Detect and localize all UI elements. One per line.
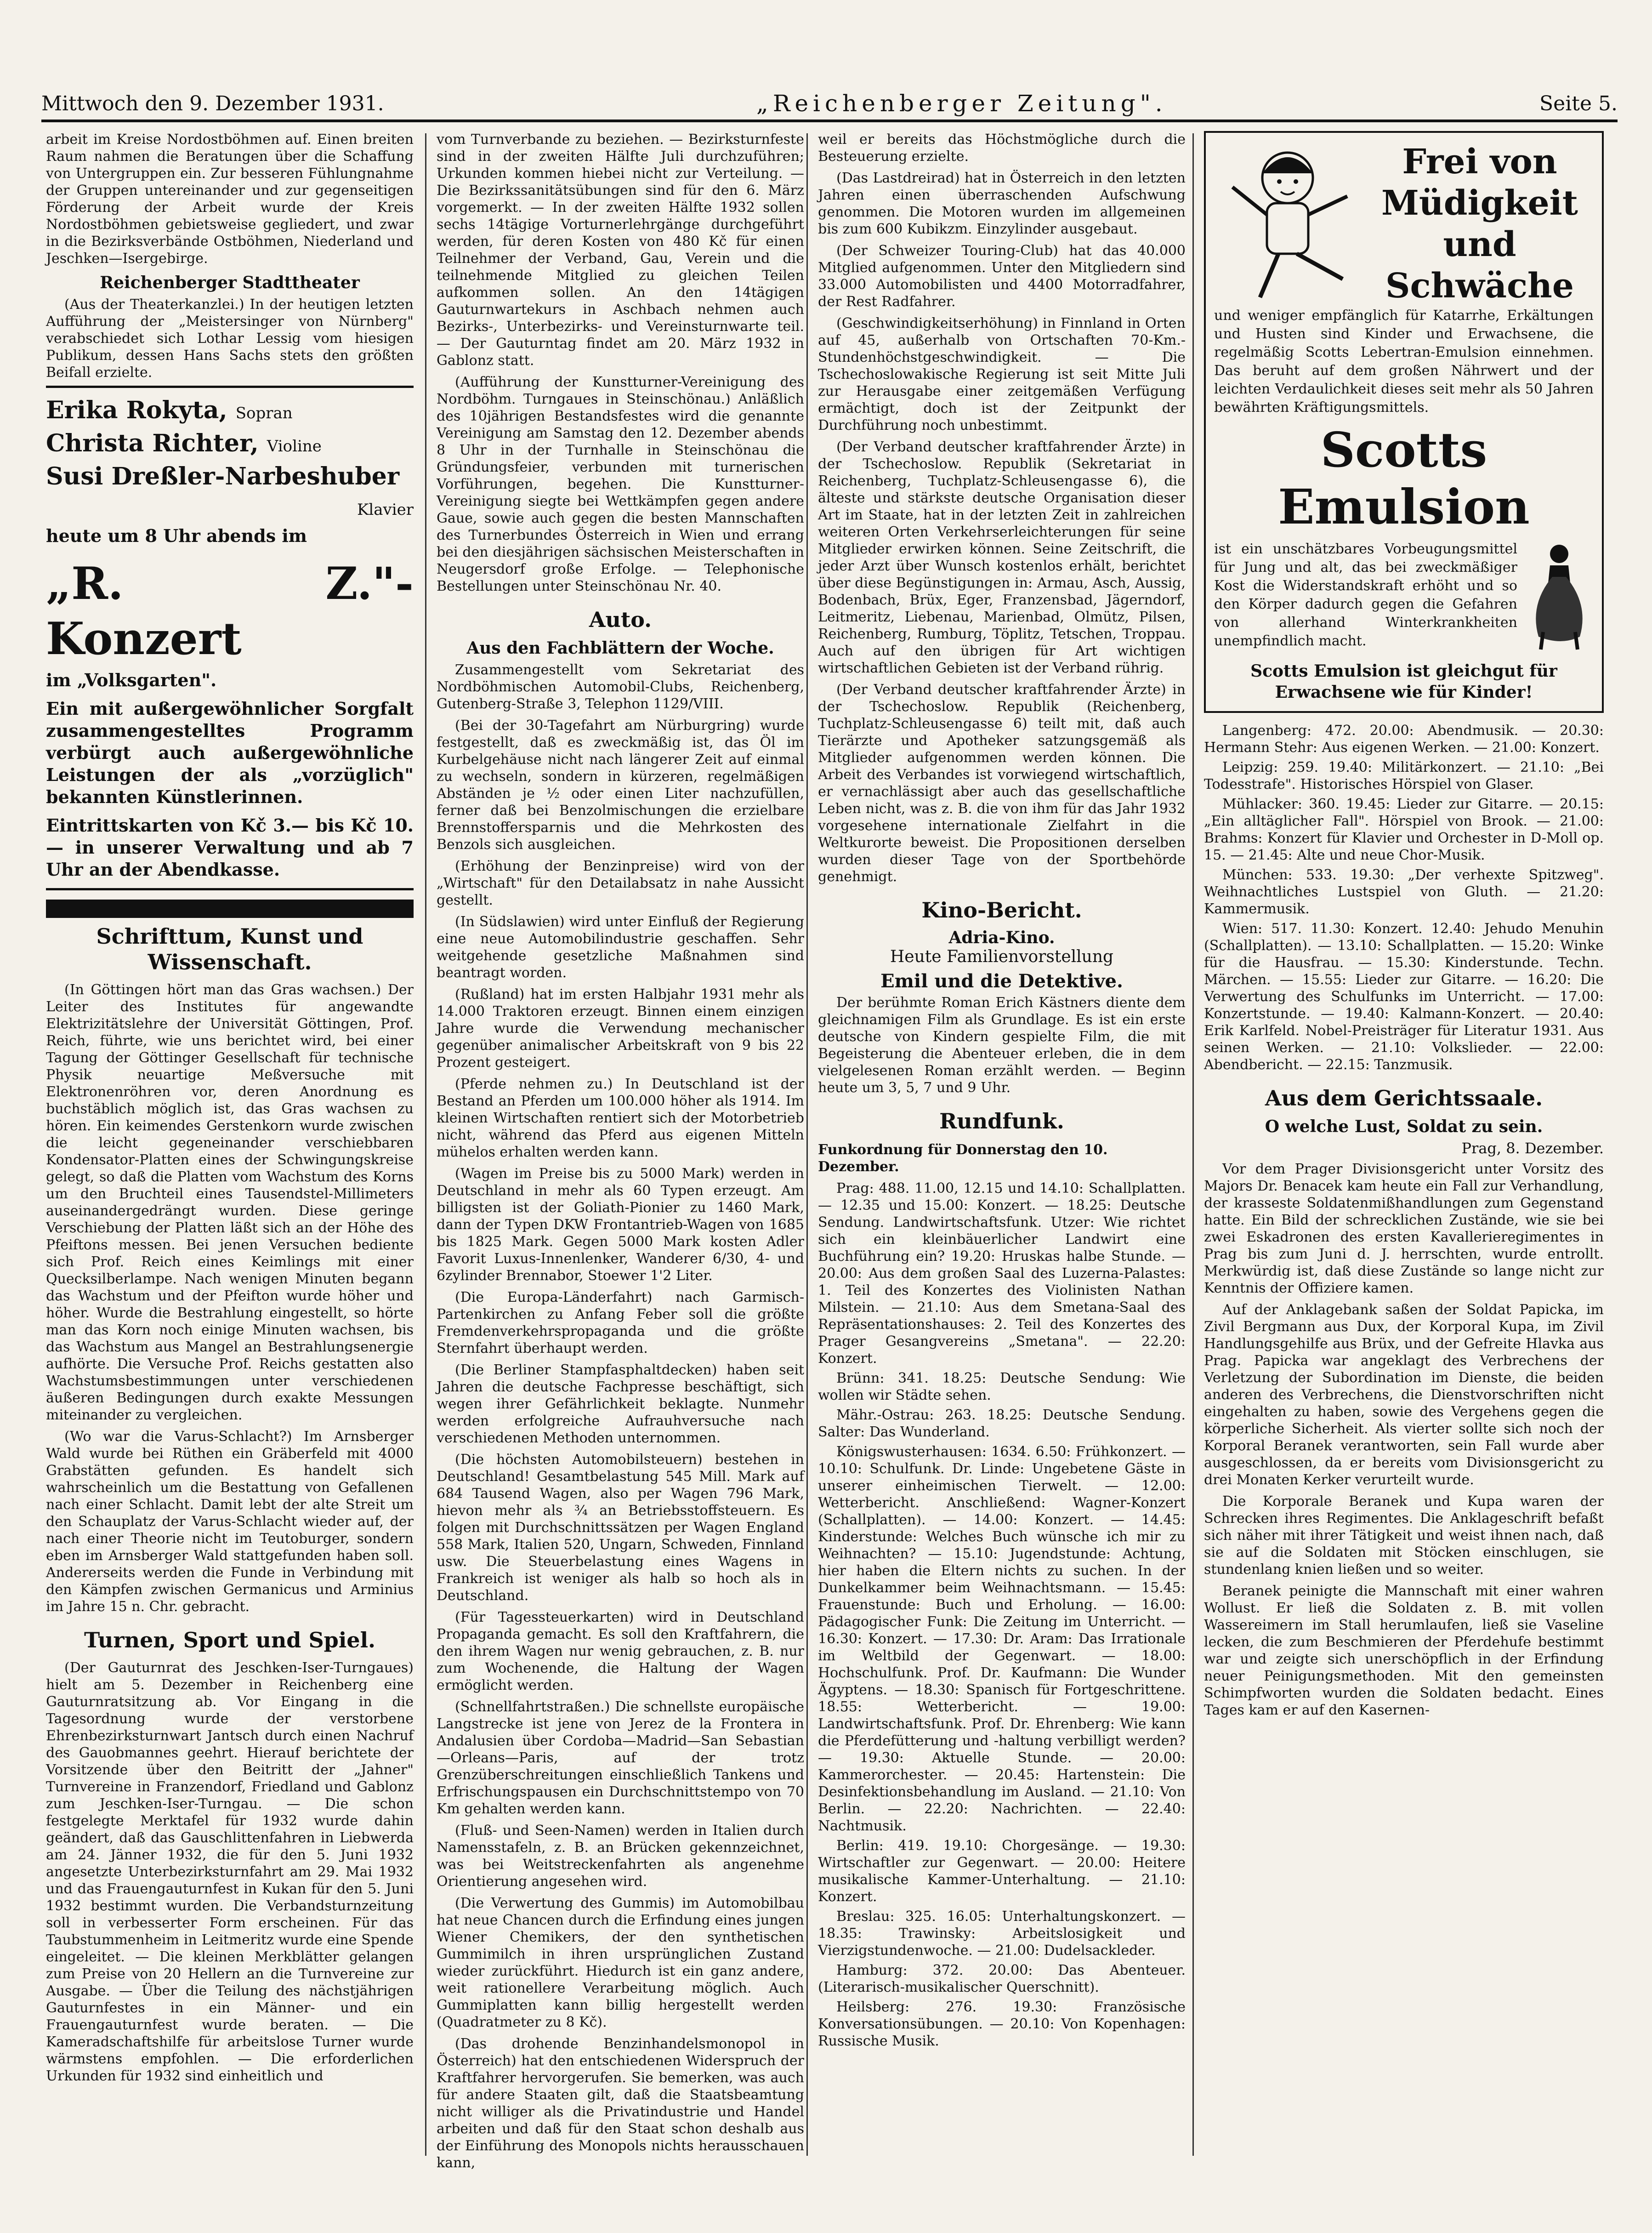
- column-4: [1204, 131, 1604, 2163]
- article-text: (Wagen im Preise bis zu 5000 Mark) werden in Deutschland in mehr als 60 Typen erzeugt. Am billigsten ist der Goliath-Pionier zu 1460 Mark, dann der Typen DKW Frontantrieb-Wagen von 1685 bis 1825 Mark. Gegen 5000 Mark kosten Adler Favorit Luxus-Innenlenker, Wanderer 6/30, 4- und 6zylinder Brennabor, Stoewer 1'2 Liter.: [437, 1166, 804, 1284]
- article-text: (Die Berliner Stampfasphaltdecken) haben seit Jahren die deutsche Fachpresse beschäftigt, sich wegen ihrer Gefährlichkeit beklagte. Nunmehr werden erfolgreiche Aufrauhversuche nach verschiedenen Methoden unternommen.: [437, 1362, 804, 1446]
- child-illustration: [1214, 141, 1366, 307]
- article-text: (Für Tagessteuerkarten) wird in Deutschland Propaganda gemacht. Es soll den Kraftfahrern, die den ihrem Wagen nur wenig gebrauchen, z. B. nur zum Wochenende, die Haltung der Wagen ermöglicht werden.: [437, 1609, 804, 1693]
- artist-name: Susi Dreßler-Narbeshuber: [46, 462, 400, 490]
- article-text: Der berühmte Roman Erich Kästners diente dem gleichnamigen Film als Grundlage. Es ist ein erste deutsche von Kindern gespielte Film, die mit Begeisterung die Abenteuer erleben, die in dem vielgelesenen Roman erzählt werden. — Beginn heute um 3, 5, 7 und 9 Uhr.: [818, 995, 1186, 1096]
- concert-tickets: Eintrittskarten von Kč 3.— bis Kč 10.— in unserer Verwaltung und ab 7 Uhr an der Abendkasse.: [46, 815, 414, 880]
- concert-time: heute um 8 Uhr abends im: [46, 525, 307, 546]
- article-text: arbeit im Kreise Nordostböhmen auf. Einen breiten Raum nahmen die Beratungen über die Schaffung von Untergruppen ein. Zur besseren Fühlungnahme der Gruppen untereinander und zur gegenseitigen Förderung der Arbeit wurde der Kreis Nordostböhmen gebietsweise gegliedert, und zwar in die Bezirksverbände Ostböhmen, Niederland und Jeschken—Isergebirge.: [46, 131, 414, 267]
- concert-advertisement: [46, 386, 414, 890]
- article-text: (Die höchsten Automobilsteuern) bestehen in Deutschland! Gesamtbelastung 545 Mill. Mark auf 684 Tausend Wagen, also per Wagen 796 Mark, hievon mehr als ¾ an Betriebsstoffsteuern. Es folgen mit Durchschnittssätzen per Wagen England 558 Mark, Italien 520, Ungarn, Schweden, Finnland usw. Die Steuerbelastung eines Wagens in Frankreich ist weniger als halb so hoch als in Deutschland.: [437, 1452, 804, 1604]
- section-heading-kino: Kino-Bericht.: [921, 898, 1082, 923]
- article-text: (Die Europa-Länderfahrt) nach Garmisch-Partenkirchen zu Anfang Feber soll die größte Fremdenverkehrspropaganda und die größte Sternfahrt überhaupt werden.: [437, 1289, 804, 1356]
- article-text: (Schnellfahrtstraßen.) Die schnellste europäische Langstrecke ist jene von Jerez de la Frontera in Andalusien über Cordoba—Madrid—San Sebastian—Orleans—Paris, auf der trotz Grenzüberschreitungen einschließlich Tankens und Erfrischungspausen ein Durchschnittstempo von 70 Km gehalten werden kann.: [437, 1699, 804, 1817]
- article-text: Zusammengestellt vom Sekretariat des Nordböhmischen Automobil-Clubs, Reichenberg, Gutenberg-Straße 3, Telephon 1129/VIII.: [437, 662, 804, 712]
- radio-listing: Hamburg: 372. 20.00: Das Abenteuer. (Literarisch-musikalischer Querschnitt).: [818, 1962, 1186, 1995]
- article-text: (Die Verwertung des Gummis) im Automobilbau hat neue Chancen durch die Erfindung eines jungen Wiener Chemikers, der den synthetischen Gummimilch in ihren ursprünglichen Zustand wieder zurückführt. Hiedurch ist ein ganz andere, weit rationellere Verarbeitung möglich. Auch Gummiplatten kann billig hergestellt werden (Quadratmeter zu 8 Kč).: [437, 1895, 804, 2030]
- scotts-emulsion-advertisement: [1204, 131, 1604, 713]
- radio-listing: Langenberg: 472. 20.00: Abendmusik. — 20.30: Hermann Stehr: Aus eigenen Werken. — 21.00: Konzert.: [1204, 723, 1604, 756]
- page-header: [41, 87, 1618, 122]
- article-text: (Geschwindigkeitserhöhung) in Finnland in Orten auf 45, außerhalb von Ortschaften 70-Km.-Stundenhöchstgeschwindigkeit. — Die Tschechoslowakische Regierung ist seit Mitte Juli zur Herausgabe einer zeitgemäßen Verfügung ermächtigt, doch ist der Zeitpunkt der Durchführung noch unbestimmt.: [818, 315, 1186, 433]
- ad-brand-name: Scotts Emulsion: [1278, 422, 1530, 535]
- section-heading-court: Aus dem Gerichtssaale.: [1265, 1086, 1543, 1111]
- section-divider-bar: [46, 900, 414, 918]
- article-text: vom Turnverbande zu beziehen. — Bezirksturnfeste sind in der zweiten Hälfte Juli durchzuführen; Urkunden kommen hiebei nicht zur Verteilung. — Die Bezirkssanitätsübungen sind für den 6. März vorgemerkt. — In der zweiten Hälfte 1932 sollen sechs 14tägige Vorturnerlehrgänge durchgeführt werden, für deren Kosten von 480 Kč für einen Teilnehmer der Verband, Gau, Verein und die teilnehmende Mitglied zu gleichen Teilen aufkommen sollen. An den 14tägigen Gauturnwartekurs in Aschbach nehmen auch Bezirks-, Unterbezirks- und Vereinsturnwarte teil. — Der Gauturntag findet am 20. März 1932 in Gablonz statt.: [437, 131, 804, 369]
- column-3: [818, 131, 1186, 2163]
- subheading-auto: Aus den Fachblättern der Woche.: [466, 638, 774, 658]
- radio-listing: Wien: 517. 11.30: Konzert. 12.40: Jehudo Menuhin (Schallplatten). — 13.10: Schallplatten. — 15.20: Winke für die Hausfrau. — 15.30: Kinderstunde. Techn. Märchen. — 15.55: Lieder zur Gitarre. — 16.20: Die Verwertung des Schulfunks im Unterricht. — 17.00: Konzertstunde. — 19.40: Kalmann-Konzert. — 20.40: Erik Karlfeld. Nobel-Preisträger für Literatur 1931. Aus seinen Werken. — 21.10: Volkslieder. — 22.00: Abendbericht. — 22.15: Tanzmusik.: [1204, 921, 1604, 1073]
- radio-listing: Breslau: 325. 16.05: Unterhaltungskonzert. — 18.35: Trawinsky: Arbeitslosigkeit und Vierzigstundenwoche. — 21.00: Dudelsackleder.: [818, 1908, 1186, 1959]
- article-text: (Fluß- und Seen-Namen) werden in Italien durch Namensstafeln, z. B. an Brücken gekennzeichnet, was bei Weitstreckenfahrten als angenehme Orientierung angesehen wird.: [437, 1823, 804, 1890]
- column-rule: [806, 133, 808, 2156]
- radio-listing: Leipzig: 259. 19.40: Militärkonzert. — 21.10: „Bei Todesstrafe". Historisches Hörspiel von Glaser.: [1204, 759, 1604, 792]
- cinema-subtitle: Heute Familienvorstellung: [890, 947, 1114, 966]
- ad-text: und weniger empfänglich für Katarrhe, Erkältungen und Husten sind Kinder und Erwachsene, die regelmäßig Scotts Lebertran-Emulsion einnehmen. Das beruht auf dem großen Nährwert und der leichten Verdaulichkeit dieses seit mehr als 50 Jahren bewährten Kräftigungsmittels.: [1214, 308, 1594, 416]
- radio-listing: Prag: 488. 11.00, 12.15 und 14.10: Schallplatten. — 12.35 und 15.00: Konzert. — 18.25: Deutsche Sendung. Landwirtschaftsfunk. Utzer: Wie richtet sich ein kleinbäuerlicher Landwirt eine Buchführung ein? 19.20: Hruskas halbe Stunde. — 20.00: Aus dem großen Saal des Luzerna-Palastes: 1. Teil des Konzertes des Violinisten Nathan Milstein. — 21.10: Aus dem Smetana-Saal des Repräsentationshauses: 2. Teil des Konzertes des Prager Gesangvereins „Smetana". — 22.20: Konzert.: [818, 1180, 1186, 1367]
- article-text: (Der Gauturnrat des Jeschken-Iser-Turngaues) hielt am 5. Dezember in Reichenberg eine Gauturnratsitzung ab. Vor Eingang in die Tagesordnung wurde der verstorbene Ehrenbezirksturnwart Jantsch durch einen Nachruf des Gauobmannes geehrt. Hierauf berichtete der Vorsitzende über den Beitritt der „Jahner" Turnvereine in Franzendorf, Friedland und Gablonz zum Jeschken-Iser-Turngau. — Die schon festgelegte Merktafel für 1932 wurde dahin geändert, daß das Gauschlittenfahren in Liebwerda am 24. Jänner 1932, die für den 5. Juni 1932 angesetzte Unterbezirksturnfahrt am 29. Mai 1932 und das Frauengauturnfest in Kukan für den 5. Juni 1932 bestimmt wurden. Die Verbandsturnzeitung soll in verbesserter Form erscheinen. Für das Taubstummenheim in Leitmeritz wurde eine Spende eingeleitet. — Die kleinen Merkblätter gelangen zum Preise von 20 Hellern an die Turnvereine zur Ausgabe. — Über die Teilung des nächstjährigen Gauturnfestes in ein Männer- und ein Frauengauturnfest wurde beraten. — Die Kameradschaftshilfe für arbeitslose Turner wurde wärmstens empfohlen. — Die erforderlichen Urkunden für 1932 sind einheitlich und: [46, 1660, 414, 2084]
- header-paper-title: „Reichenberger Zeitung".: [756, 90, 1167, 117]
- section-heading-kunst: Schrifttum, Kunst und Wissenschaft.: [96, 924, 363, 974]
- radio-listing: Berlin: 419. 19.10: Chorgesänge. — 19.30: Wirtschaftler zur Gegenwart. — 20.00: Heitere musikalische Kammer-Unterhaltung. — 21.10: Konzert.: [818, 1838, 1186, 1905]
- article-text: (Bei der 30-Tagefahrt am Nürburgring) wurde festgestellt, daß es zweckmäßig ist, das Öl im Kurbelgehäuse nicht nach längerer Zeit auf einmal zu wechseln, sondern in kürzeren, regelmäßigen Abständen je ½ oder einen Liter nachzufüllen, ferner daß bei Benzolmischungen die erzielbare Brennstoffersparnis und die Mehrkosten des Benzols sich ausgleichen.: [437, 718, 804, 853]
- article-text: Die Korporale Beranek und Kupa waren der Schrecken ihres Regimentes. Die Anklageschrift befaßt sich näher mit ihrer Tätigkeit und weist ihnen nach, daß sie auf die Soldaten mit Stöcken einschlugen, sie stundenlang knien ließen und so weiter.: [1204, 1493, 1604, 1578]
- radio-listing: Heilsberg: 276. 19.30: Französische Konversationsübungen. — 20.10: Von Kopenhagen: Russische Musik.: [818, 1999, 1186, 2049]
- article-text: Vor dem Prager Divisionsgericht unter Vorsitz des Majors Dr. Benacek kam heute ein Fall zur Verhandlung, der krasseste Soldatenmißhandlungen zum Gegenstand hatte. Ein Bild der schrecklichen Zustände, wie sie bei zwei Eskadronen des ersten Kavallerieregimentes in Prag bis zum Juni d. J. herrschten, wurde entrollt. Merkwürdig ist, daß diese Zustände so lange nicht zur Kenntnis der Offiziere kamen.: [1204, 1161, 1604, 1296]
- concert-title: „R. Z."-Konzert: [46, 558, 414, 665]
- article-text: (Rußland) hat im ersten Halbjahr 1931 mehr als 14.000 Traktoren erzeugt. Binnen einem einzigen Jahre wurde die Verwendung mechanischer gegenüber animalischer Arbeitskraft von 9 bis 22 Prozent gesteigert.: [437, 986, 804, 1071]
- ad-slogan: Frei von Müdigkeit und Schwäche: [1381, 142, 1578, 306]
- header-page-number: Seite 5.: [1539, 91, 1618, 115]
- article-text: Beranek peinigte die Mannschaft mit einer wahren Wollust. Er ließ die Soldaten z. B. mit vollen Wassereimern im Stall herumlaufen, ließ sie Vaseline lecken, die zum Beschmieren der Pferdehufe bestimmt war und zeigte sich unerschöpflich in der Erfindung neuer Peinigungsmethoden. Mit den gemeinsten Schimpfworten wurden die Soldaten bedacht. Eines Tages kam er auf den Kasernen-: [1204, 1583, 1604, 1718]
- column-1: [46, 131, 414, 2163]
- article-text: Auf der Anklagebank saßen der Soldat Papicka, im Zivil Bergmann aus Dux, der Korporal Kupa, im Zivil Handlungsgehilfe aus Brüx, und der Gefreite Hlavka aus Prag. Papicka war angeklagt des Verbrechens der Verletzung der Subordination im Dienste, die beiden anderen des Verbrechens, die Dienstvorschriften nicht eingehalten zu haben, sowie des Vergehens gegen die körperliche Sicherheit. Als vierter sollte sich noch der Korporal Beranek verantworten, sein Fall wurde aber ausgeschlossen, da er bereits vom Divisionsgericht zu drei Monaten Kerker verurteilt wurde.: [1204, 1302, 1604, 1488]
- column-rule: [425, 133, 426, 2156]
- article-text: (Aus der Theaterkanzlei.) In der heutigen letzten Aufführung der „Meistersinger von Nürnberg" verabschiedet sich Lothar Lessig vom hiesigen Publikum, dessen Hans Sachs stets den größten Beifall erzielte.: [46, 296, 414, 381]
- radio-listing: München: 533. 19.30: „Der verhexte Spitzweg". Weihnachtliches Lustspiel von Gluth. — 21.20: Kammermusik.: [1204, 867, 1604, 917]
- column-rule: [1192, 133, 1194, 2156]
- article-text: (Der Verband deutscher kraftfahrender Ärzte) in der Tschechoslow. Republik (Sekretariat in Reichenberg, Tuchplatz-Schleusengasse 6), die älteste und stärkste deutsche Organisation dieser Art im Staate, hat in der letzten Zeit in zahlreichen weiteren Orten Verkehrserleichterungen für seine Mitglieder erwirken können. Seine Zeitschrift, die jeder Arzt über Wunsch kostenlos erhält, berichtet über diese Begünstigungen in: Armau, Asch, Aussig, Bodenbach, Brüx, Eger, Franzensbad, Jägerndorf, Leitmeritz, Liebenau, Marienbad, Olmütz, Pilsen, Reichenberg, Rumburg, Töplitz, Tetschen, Troppau. Auch auf den übrigen für Art wichtigen wirtschaftlichen Gebieten ist der Verband rührig.: [818, 439, 1186, 676]
- court-article-title: O welche Lust, Soldat zu sein.: [1265, 1117, 1543, 1136]
- article-text: (Wo war die Varus-Schlacht?) Im Arnsberger Wald wurde bei Rüthen ein Gräberfeld mit 4000 Grabstätten gefunden. Es handelt sich wahrscheinlich um die Bestattung von Gefallenen nach einer Schlacht. Damit lebt der alte Streit um den Schauplatz der Varus-Schlacht wieder auf, der nach einer Theorie nicht im Teutoburger, sondern eben im Arnsberger Wald stattgefunden haben soll. Andererseits werden die Funde in Verbindung mit den Kämpfen zwischen Germanicus und Arminius im Jahre 15 n. Chr. gebracht.: [46, 1429, 414, 1615]
- radio-listing: Königswusterhausen: 1634. 6.50: Frühkonzert. — 10.10: Schulfunk. Dr. Linde: Ungebetene Gäste in unserer einheimischen Tierwelt. — 12.00: Wetterbericht. Anschließend: Wagner-Konzert (Schallplatten). — 14.00: Konzert. — 14.45: Kinderstunde: Welches Buch wünsche ich mir zu Weihnachten? — 15.10: Jugendstunde: Achtung, hier haben die Eltern nichts zu suchen. In der Dunkelkammer beim Weihnachtsmann. — 15.45: Frauenstunde: Buch und Erholung. — 16.00: Pädagogischer Funk: Die Zeitung im Unterricht. — 16.30: Konzert. — 17.30: Dr. Aram: Das Irrationale im Weltbild der Gegenwart. — 18.00: Hochschulfunk. Prof. Dr. Kaufmann: Die Wunder Ägyptens. — 18.30: Spanisch für Fortgeschrittene. 18.55: Wetterbericht. — 19.00: Landwirtschaftsfunk. Prof. Dr. Ehrenberg: Wie kann die Pferdefütterung und -haltung verbilligt werden? — 19.30: Aktuelle Stunde. — 20.00: Kammerorchester. — 20.45: Hartenstein: Die Desinfektionsbehandlung im Ausland. — 21.10: Von Berlin. — 22.20: Nachrichten. — 22.40: Nachtmusik.: [818, 1444, 1186, 1834]
- film-title: Emil und die Detektive.: [880, 970, 1123, 992]
- concert-blurb: Ein mit außergewöhnlicher Sorgfalt zusammengestelltes Programm verbürgt auch außergewöhnliche Leistungen der als „vorzüglich" bekannten Künstlerinnen.: [46, 698, 414, 807]
- radio-listing: Mähr.-Ostrau: 263. 18.25: Deutsche Sendung. Salter: Das Wunderland.: [818, 1407, 1186, 1440]
- section-heading-auto: Auto.: [589, 607, 652, 632]
- article-text: (Pferde nehmen zu.) In Deutschland ist der Bestand an Pferden um 100.000 höher als 1914. Im kleinen Wirtschaften rentiert sich der Motorbetrieb nicht, während das Pferd aus eigenen Mitteln mühelos erhalten werden kann.: [437, 1076, 804, 1160]
- article-text: weil er bereits das Höchstmögliche durch die Besteuerung erzielte.: [818, 131, 1186, 165]
- article-text: (Der Schweizer Touring-Club) hat das 40.000 Mitglied aufgenommen. Unter den Mitgliedern sind 33.000 Automobilisten und 4400 Motorradfahrer, der Rest Radfahrer.: [818, 243, 1186, 310]
- fisherman-logo-icon: [1525, 540, 1594, 650]
- artist-name: Christa Richter, Violine: [46, 429, 322, 457]
- ad-text: ist ein unschätzbares Vorbeugungsmittel für Jung und alt, das bei zweckmäßiger Kost die Widerstandskraft erhöht und so den Körper dadurch gegen die Gefahren von allerhand Winterkrankheiten unempfindlich macht.: [1214, 541, 1517, 649]
- section-heading-sport: Turnen, Sport und Spiel.: [84, 1628, 376, 1652]
- article-text: (In Göttingen hört man das Gras wachsen.) Der Leiter des Institutes für angewandte Elektrizitätslehre der Universität Göttingen, Prof. Reich, führte, wie uns berichtet wird, bei einer Tagung der Göttinger Gesellschaft für technische Physik neuartige Meßversuche mit Elektronenröhren vor, deren Anordnung es buchstäblich möglich ist, das Gras wachsen zu hören. Ein keimendes Gerstenkorn wurde zwischen die leicht gegeneinander verschiebbaren Kondensator-Platten eines der Schwingungskreise gelegt, so daß die Platten vom Wachstum des Korns um den Bruchteil eines Tausendstel-Millimeters auseinandergedrängt wurden. Diese geringe Verschiebung der Platten läßt sich an der Höhe des Pfeiftons messen. Bei jenen Versuchen bediente sich Prof. Reich eines Keimlings mit einer Quecksilberlampe. Nach wenigen Minuten begann das Wachstum und der Pfeifton wurde höher und höher. Wurde die Bestrahlung eingestellt, so hörte man das Korn noch einige Minuten wachsen, bis das Wachstum aus Mangel an Bestrahlungsenergie aufhörte. Die Versuche Prof. Reichs gestatten also Wachstumsbestimmungen unter verschiedenen äußeren Bedingungen durch exakte Messungen miteinander zu vergleichen.: [46, 982, 414, 1423]
- article-text: (In Südslawien) wird unter Einfluß der Regierung eine neue Automobilindustrie geschaffen. Sehr weitgehende gesetzliche Maßnahmen sind beantragt worden.: [437, 914, 804, 981]
- ad-closing-line: Scotts Emulsion ist gleichgut für Erwachsene wie für Kinder!: [1250, 661, 1557, 702]
- article-text: (Erhöhung der Benzinpreise) wird von der „Wirtschaft" für den Detailabsatz in nahe Aussicht gestellt.: [437, 858, 804, 908]
- article-text: (Aufführung der Kunstturner-Vereinigung des Nordböhm. Turngaues in Steinschönau.) Anläßlich des 10jährigen Bestandsfestes wird die genannte Vereinigung am Samstag den 12. Dezember abends 8 Uhr in der Turnhalle in Steinschönau die Gründungsfeier, verbunden mit turnerischen Vorführungen, begehen. Die Kunstturner-Vereinigung siegte bei Wettkämpfen gegen andere Gaue, sowie auch gegen die besten Mannschaften des Turnerbundes Österreich in Wien und errang bei den diesjährigen sächsischen Meisterschaften in Neugersdorf große Erfolge. — Telephonische Bestellungen unter Steinschönau Nr. 40.: [437, 374, 804, 594]
- article-text: (Das Lastdreirad) hat in Österreich in den letzten Jahren einen überraschenden Aufschwung genommen. Die Motoren wurden im allgemeinen bis zum 600 Kubikzm. Einzylinder ausgebaut.: [818, 170, 1186, 237]
- dateline: Prag, 8. Dezember.: [1461, 1139, 1604, 1157]
- artist-name: Erika Rokyta, Sopran: [46, 396, 293, 424]
- section-heading-theater: Reichenberger Stadttheater: [100, 273, 360, 292]
- column-2: [437, 131, 804, 2171]
- header-date: Mittwoch den 9. Dezember 1931.: [41, 91, 384, 115]
- radio-subheading: Funkordnung für Donnerstag den 10. Dezember.: [818, 1142, 1108, 1175]
- cinema-name: Adria-Kino.: [948, 928, 1055, 947]
- artist-role: Klavier: [357, 501, 414, 519]
- article-text: (Das drohende Benzinhandelsmonopol in Österreich) hat den entschiedenen Widerspruch der Kraftfahrer hervorgerufen. Sie bemerken, was auch für andere Staaten gilt, daß die Staatsbeamtung nicht williger als die Privatindustrie und Handel arbeiten und daß für den Staat schon deshalb aus der Einführung des Monopols nichts herausschauen kann,: [437, 2036, 804, 2171]
- article-text: (Der Verband deutscher kraftfahrender Ärzte) in der Tschechoslow. Republik (Reichenberg, Tuchplatz-Schleusengasse 6) teilt mit, daß auch Tierärzte und Apotheker satzungsgemäß als Mitglieder aufgenommen werden können. Die Arbeit des Verbandes ist vorwiegend wirtschaftlich, er vernachlässigt aber auch das gesellschaftliche Leben nicht, was z. B. die von ihm für das Jahr 1932 vorgesehene internationale Zielfahrt in die Weltkurorte beweist. Die Propositionen derselben wurden dieser Tage von der Sportbehörde genehmigt.: [818, 682, 1186, 885]
- radio-listing: Brünn: 341. 18.25: Deutsche Sendung: Wie wollen wir Städte sehen.: [818, 1370, 1186, 1403]
- radio-listing: Mühlacker: 360. 19.45: Lieder zur Gitarre. — 20.15: „Ein alltäglicher Fall". Hörspiel von Brook. — 21.00: Brahms: Konzert für Klavier und Orchester in D-Moll op. 15. — 21.45: Alte und neue Chor-Musik.: [1204, 796, 1604, 863]
- concert-venue: im „Volksgarten".: [46, 670, 217, 690]
- section-heading-radio: Rundfunk.: [939, 1109, 1064, 1134]
